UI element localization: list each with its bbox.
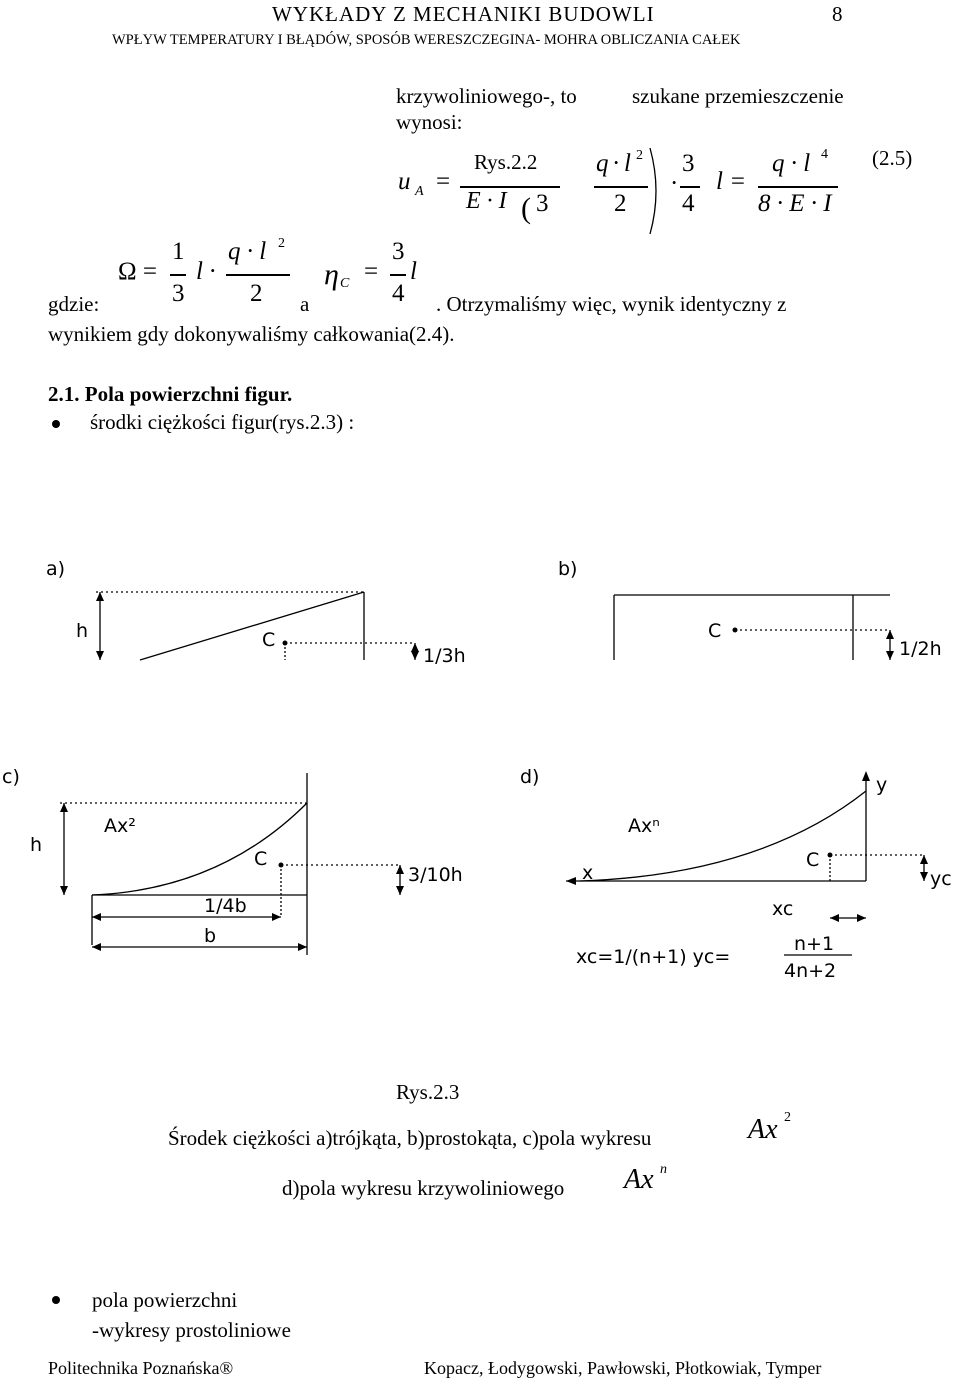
right-paren-icon: [648, 146, 664, 236]
fig-d-xc: xc: [772, 898, 794, 920]
a-hypotenuse: [140, 592, 364, 660]
caption-line2: d)pola wykresu krzywoliniowego: [282, 1176, 565, 1200]
formula-res-sup4: 4: [821, 147, 828, 162]
fig-label-b: b): [558, 558, 578, 580]
formula-paren-left: (: [521, 192, 531, 225]
page-number: 8: [832, 2, 844, 26]
formula-eq: =: [436, 168, 451, 195]
fig-label-d: d): [520, 766, 540, 788]
fig-d-C: C: [806, 849, 820, 871]
bottom-line2: -wykresy prostoliniowe: [92, 1318, 291, 1342]
fraction-line-result: [758, 186, 838, 188]
intro-line1-left: krzywoliniowego-, to: [396, 84, 577, 108]
omega-fracline-ql2: [226, 274, 290, 276]
fig-c-C: C: [254, 848, 268, 870]
footer-right: Kopacz, Łodygowski, Pawłowski, Płotkowiak, Tymper: [424, 1358, 822, 1378]
fig-d-Axn: Axⁿ: [628, 815, 660, 837]
formula-dot2: ·: [670, 170, 679, 197]
bullet-icon: [52, 420, 60, 428]
formula-num-l: l: [624, 150, 631, 177]
omega-den-3: 3: [172, 280, 185, 307]
eta-symbol: η: [324, 258, 339, 291]
fig-d-formula-den: 4n+2: [784, 960, 837, 982]
fig-d-yc: yc: [930, 868, 952, 890]
centroid-figure: [0, 545, 960, 1005]
eta-sub: C: [340, 276, 350, 291]
caption-ref: Rys.2.3: [396, 1080, 460, 1104]
omega-den-2: 2: [250, 280, 263, 307]
omega-sup2: 2: [278, 236, 285, 251]
fraction-line-ql2: [594, 186, 648, 188]
eta-fracline-34: [390, 274, 406, 276]
fig-label-c: c): [2, 766, 20, 788]
fig-a-C: C: [262, 629, 276, 651]
gdzie-line2: wynikiem gdy dokonywaliśmy całkowania(2.4).: [48, 322, 455, 346]
fig-d-formula: xc=1/(n+1) yc=: [576, 946, 731, 968]
formula-den-4: 4: [682, 190, 695, 217]
fig-ref-2-2: Rys.2.2: [474, 150, 538, 174]
fig-c-b: b: [204, 925, 217, 947]
omega-num-ql: q · l: [228, 238, 267, 265]
gdzie-rest: . Otrzymaliśmy więc, wynik identyczny z: [436, 292, 787, 316]
footer-left: Politechnika Poznańska®: [48, 1358, 234, 1378]
fig-c-Ax2: Ax²: [104, 815, 136, 837]
fig-c-1-4b: 1/4b: [204, 895, 247, 917]
fig-c-3-10h: 3/10h: [408, 864, 463, 886]
eta-num-3: 3: [392, 238, 405, 265]
formula-num-q: q: [596, 150, 609, 177]
caption-sup-n: n: [660, 1162, 667, 1177]
formula-l-eq: l =: [716, 168, 747, 195]
fig-a-h: h: [76, 620, 89, 642]
formula-num-dot: ·: [612, 150, 621, 177]
intro-line1-right: szukane przemieszczenie: [632, 84, 844, 108]
formula-num-3: 3: [682, 150, 695, 177]
omega-l-dot: l ·: [196, 258, 216, 285]
fig-a-third: 1/3h: [423, 645, 466, 667]
equation-number: (2.5): [872, 146, 913, 170]
omega-num-1: 1: [172, 238, 185, 265]
omega-symbol: Ω =: [118, 258, 157, 285]
fig-label-a: a): [46, 558, 66, 580]
formula-den-2: 2: [614, 190, 627, 217]
header-subtitle: WPŁYW TEMPERATURY I BŁĄDÓW, SPOSÓB WERESZCZEGINA- MOHRA OBLICZANIA CAŁEK: [112, 32, 741, 48]
fig-b-C: C: [708, 620, 722, 642]
caption-line1: Środek ciężkości a)trójkąta, b)prostokąta, c)pola wykresu: [168, 1126, 652, 1150]
formula-num-sup2: 2: [636, 148, 643, 163]
formula-res-den: 8 · E · I: [758, 190, 832, 217]
caption-Axn: Ax: [624, 1164, 654, 1195]
header-title: WYKŁADY Z MECHANIKI BUDOWLI: [272, 2, 655, 26]
formula-u: u: [398, 168, 411, 195]
eta-eq: =: [364, 258, 379, 285]
fraction-line-34: [680, 186, 700, 188]
section-bullet1: środki ciężkości figur(rys.2.3) :: [90, 410, 355, 434]
intro-line2: wynosi:: [396, 110, 463, 134]
caption-sup2: 2: [784, 1110, 791, 1125]
formula-u-sub: A: [415, 184, 424, 199]
eta-den-4: 4: [392, 280, 405, 307]
omega-fracline-13: [170, 274, 186, 276]
bottom-bullet: pola powierzchni: [92, 1288, 238, 1312]
section-heading: 2.1. Pola powierzchni figur.: [48, 382, 293, 406]
fig-b-half: 1/2h: [899, 638, 942, 660]
gdzie-a: a: [300, 292, 310, 316]
gdzie-label: gdzie:: [48, 292, 100, 316]
fig-d-formula-num: n+1: [794, 933, 835, 955]
d-curve: [580, 791, 866, 881]
fig-d-y: y: [876, 774, 888, 796]
formula-res-num: q · l: [772, 150, 811, 177]
fig-c-h: h: [30, 834, 43, 856]
caption-Ax: Ax: [748, 1114, 778, 1145]
eta-l: l: [410, 258, 417, 285]
fig-d-x: x: [582, 862, 594, 884]
formula-den-3: 3: [536, 190, 549, 217]
bullet-icon: [52, 1296, 60, 1304]
formula-den-left: E · I: [466, 188, 507, 214]
